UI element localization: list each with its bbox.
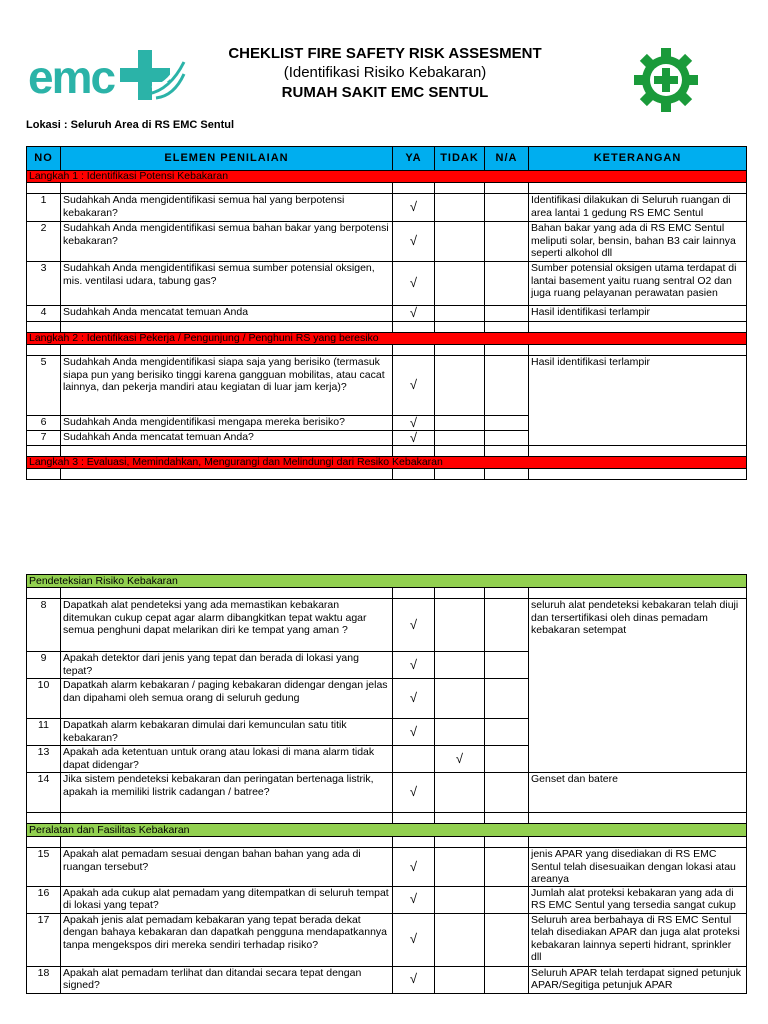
section-row [27, 333, 747, 345]
section-title: Langkah 3 : Evaluasi, Memindahkan, Mengurangi dan Melindungi dari Resiko Kebakaran [27, 457, 747, 469]
check-mark: √ [393, 356, 435, 416]
check-mark: √ [393, 306, 435, 322]
row-keterangan: Genset dan batere [529, 773, 747, 813]
row-no: 10 [27, 679, 61, 719]
row-question: Jika sistem pendeteksi kebakaran dan peringatan bertenaga listrik, apakah ia memiliki listrik cadangan / batree? [61, 773, 393, 813]
table-row [27, 306, 747, 322]
table-row [27, 194, 747, 222]
row-keterangan: Hasil identifikasi terlampir [529, 306, 747, 322]
row-no: 15 [27, 848, 61, 887]
medical-cross-icon [116, 48, 188, 106]
doc-title-1: CHEKLIST FIRE SAFETY RISK ASSESMENT [228, 45, 542, 62]
row-question: Dapatkah alarm kebakaran dimulai dari kemunculan satu titik kebakaran? [61, 719, 393, 746]
col-no: NO [27, 147, 61, 171]
check-mark: √ [393, 599, 435, 652]
section-title: Pendeteksian Risiko Kebakaran [27, 575, 747, 588]
section-row [27, 171, 747, 183]
row-keterangan: Bahan bakar yang ada di RS EMC Sentul meliputi solar, bensin, bahan B3 cair lainnya seperti alkohol dll [529, 222, 747, 262]
section-row [27, 575, 747, 588]
check-mark: √ [393, 262, 435, 306]
row-question: Dapatkah alat pendeteksi yang ada memastikan kebakaran ditemukan cukup cepat agar alarm dibangkitkan tepat waktu agar semua penghuni dapat melarikan diri ke tempat yang aman ? [61, 599, 393, 652]
check-mark: √ [393, 431, 435, 446]
row-no: 16 [27, 886, 61, 913]
row-keterangan: jenis APAR yang disediakan di RS EMC Sentul telah disesuaikan dengan lokasi atau areanya [529, 848, 747, 887]
row-question: Sudahkah Anda mengidentifikasi siapa saja yang berisiko (termasuk siapa pun yang berisiko tinggi karena gangguan mobilitas, atau cacat lainnya, dan pekerja mandiri atau kegiatan di luar jam kerja)? [61, 356, 393, 416]
row-question: Apakah ada ketentuan untuk orang atau lokasi di mana alarm tidak dapat didengar? [61, 746, 393, 773]
row-question: Sudahkah Anda mengidentifikasi semua bahan bakar yang berpotensi kebakaran? [61, 222, 393, 262]
table-row [27, 886, 747, 913]
col-elemen: ELEMEN PENILAIAN [61, 147, 393, 171]
emc-logo [28, 48, 188, 108]
check-mark: √ [393, 222, 435, 262]
table-row [27, 773, 747, 813]
row-no: 8 [27, 599, 61, 652]
row-no: 2 [27, 222, 61, 262]
table-row [27, 262, 747, 306]
row-keterangan: Hasil identifikasi terlampir [529, 356, 747, 446]
row-no: 5 [27, 356, 61, 416]
row-no: 17 [27, 913, 61, 966]
doc-title-3: RUMAH SAKIT EMC SENTUL [281, 84, 489, 101]
row-no: 14 [27, 773, 61, 813]
row-keterangan: Seluruh area berbahaya di RS EMC Sentul telah disediakan APAR dan juga alat proteksi kebakaran lainnya seperti hidrant, sprinkler dll [529, 913, 747, 966]
table-row [27, 913, 747, 966]
row-question: Sudahkah Anda mengidentifikasi mengapa mereka berisiko? [61, 416, 393, 431]
row-question: Sudahkah Anda mengidentifikasi semua hal yang berpotensi kebakaran? [61, 194, 393, 222]
table-row [27, 356, 747, 416]
row-no: 7 [27, 431, 61, 446]
check-mark: √ [393, 913, 435, 966]
row-no: 3 [27, 262, 61, 306]
section-title: Langkah 1 : Identifikasi Potensi Kebakaran [27, 171, 747, 183]
row-keterangan: Seluruh APAR telah terdapat signed petunjuk APAR/Segitiga petunjuk APAR [529, 966, 747, 993]
section-title: Langkah 2 : Identifikasi Pekerja / Pengunjung / Penghuni RS yang beresiko [27, 333, 747, 345]
risk-table-1 [26, 146, 747, 480]
row-no: 11 [27, 719, 61, 746]
section-row [27, 457, 747, 469]
k3-gear-icon [632, 46, 700, 114]
table-row [27, 966, 747, 993]
row-question: Sudahkah Anda mencatat temuan Anda [61, 306, 393, 322]
row-no: 9 [27, 652, 61, 679]
table-header [27, 147, 747, 171]
row-question: Apakah alat pemadam sesuai dengan bahan bahan yang ada di ruangan tersebut? [61, 848, 393, 887]
row-question: Apakah detektor dari jenis yang tepat dan berada di lokasi yang tepat? [61, 652, 393, 679]
section-row [27, 824, 747, 837]
row-question: Sudahkah Anda mencatat temuan Anda? [61, 431, 393, 446]
table-row [27, 599, 747, 652]
row-keterangan: seluruh alat pendeteksi kebakaran telah diuji dan tersertifikasi oleh dinas pemadam kebakaran setempat [529, 599, 747, 773]
check-mark: √ [393, 773, 435, 813]
table-row [27, 848, 747, 887]
check-mark: √ [393, 719, 435, 746]
row-no: 1 [27, 194, 61, 222]
check-mark: √ [393, 652, 435, 679]
row-question: Apakah alat pemadam terlihat dan ditandai secara tepat dengan signed? [61, 966, 393, 993]
doc-title-2: (Identifikasi Risiko Kebakaran) [283, 64, 487, 81]
risk-table-2 [26, 574, 747, 994]
col-na: N/A [485, 147, 529, 171]
check-mark: √ [393, 194, 435, 222]
row-no: 18 [27, 966, 61, 993]
row-question: Apakah jenis alat pemadam kebakaran yang tepat berada dekat dengan bahaya kebakaran dan dapatkah pengguna mendapatkannya tanpa mengekspos diri mereka sendiri terhadap risiko? [61, 913, 393, 966]
check-mark: √ [393, 886, 435, 913]
section-title: Peralatan dan Fasilitas Kebakaran [27, 824, 747, 837]
row-no: 6 [27, 416, 61, 431]
table-row [27, 222, 747, 262]
row-question: Apakah ada cukup alat pemadam yang ditempatkan di seluruh tempat di lokasi yang tepat? [61, 886, 393, 913]
row-keterangan: Sumber potensial oksigen utama terdapat di lantai basement yaitu ruang sentral O2 dan juga ruang pelayanan perawatan pasien [529, 262, 747, 306]
check-mark: √ [393, 848, 435, 887]
row-keterangan: Identifikasi dilakukan di Seluruh ruangan di area lantai 1 gedung RS EMC Sentul [529, 194, 747, 222]
lokasi-label: Lokasi : Seluruh Area di RS EMC Sentul [26, 119, 235, 131]
check-mark: √ [393, 679, 435, 719]
check-mark: √ [435, 746, 485, 773]
col-tidak: TIDAK [435, 147, 485, 171]
check-mark: √ [393, 416, 435, 431]
row-no: 4 [27, 306, 61, 322]
row-no: 13 [27, 746, 61, 773]
logo-text: emc [28, 51, 115, 103]
check-mark: √ [393, 966, 435, 993]
col-keterangan: KETERANGAN [529, 147, 747, 171]
row-question: Sudahkah Anda mengidentifikasi semua sumber potensial oksigen, mis. ventilasi udara, tabung gas? [61, 262, 393, 306]
col-ya: YA [393, 147, 435, 171]
row-keterangan: Jumlah alat proteksi kebakaran yang ada di RS EMC Sentul yang tersedia sangat cukup [529, 886, 747, 913]
row-question: Dapatkah alarm kebakaran / paging kebakaran didengar dengan jelas dan dipahami oleh semua orang di seluruh gedung [61, 679, 393, 719]
